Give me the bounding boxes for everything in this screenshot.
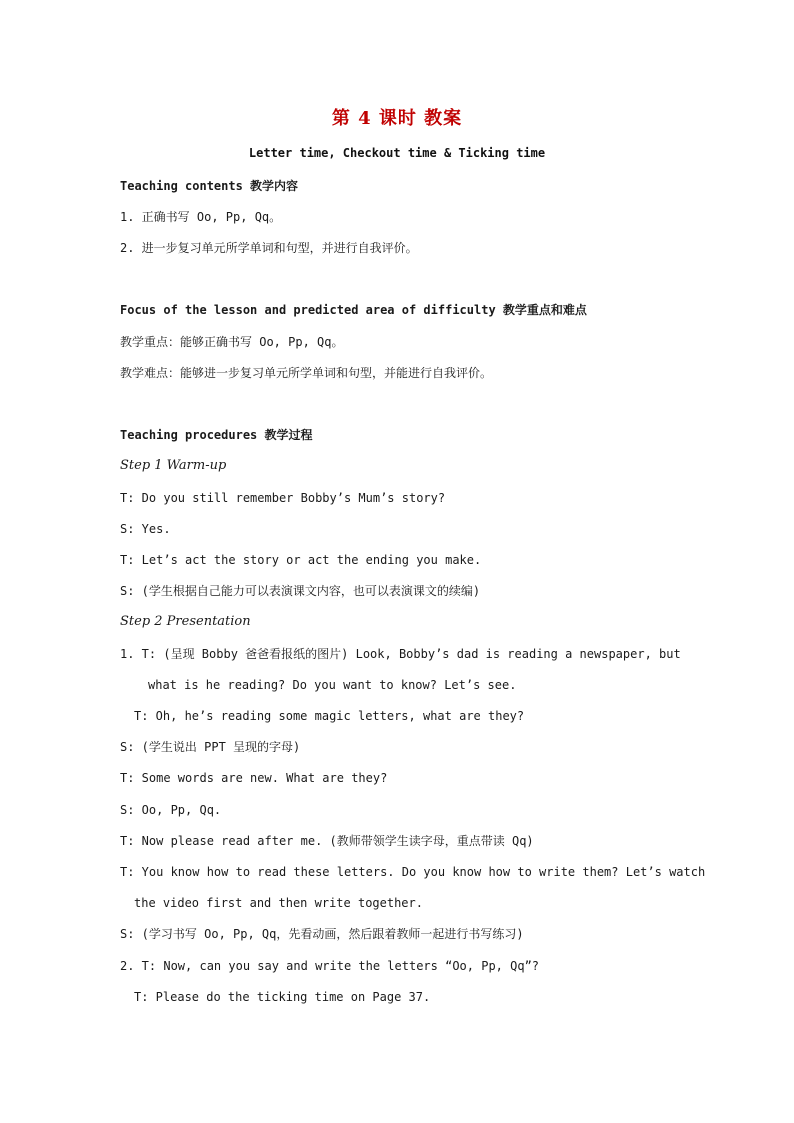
dialogue-line: S: (学生说出 PPT 呈现的字母) <box>120 740 301 754</box>
step-heading-warm-up: Step 1 Warm-up <box>120 458 227 473</box>
dialogue-line: T: Do you still remember Bobby’s Mum’s story? <box>120 491 446 505</box>
page-title: 第 4 课时 教案 <box>331 108 463 129</box>
dialogue-line: T: Let’s act the story or act the ending you make. <box>120 553 482 567</box>
dialogue-line: S: Yes. <box>120 522 171 536</box>
dialogue-line: 1. T: (呈现 Bobby 爸爸看报纸的图片) Look, Bobby’s dad is reading a newspaper, but <box>120 647 681 661</box>
section-heading-focus: Focus of the lesson and predicted area of difficulty 教学重点和难点 <box>120 303 587 317</box>
dialogue-line: T: Some words are new. What are they? <box>120 771 388 785</box>
content-line: 2. 进一步复习单元所学单词和句型，并进行自我评价。 <box>120 241 418 255</box>
step-heading-presentation: Step 2 Presentation <box>120 614 251 629</box>
page-subtitle: Letter time, Checkout time & Ticking time <box>248 146 546 160</box>
dialogue-line: T: You know how to read these letters. Do you know how to write them? Let’s watch <box>120 865 706 879</box>
content-line: 1. 正确书写 Oo, Pp, Qq。 <box>120 210 282 224</box>
dialogue-line: T: Now please read after me. (教师带领学生读字母，重点带读 Qq) <box>120 834 534 848</box>
dialogue-line: T: Please do the ticking time on Page 37. <box>134 990 431 1004</box>
dialogue-line: S: Oo, Pp, Qq. <box>120 803 222 817</box>
dialogue-line: 2. T: Now, can you say and write the letters “Oo, Pp, Qq”? <box>120 959 540 973</box>
content-line: 教学重点：能够正确书写 Oo, Pp, Qq。 <box>120 335 344 349</box>
dialogue-line: T: Oh, he’s reading some magic letters, what are they? <box>134 709 525 723</box>
dialogue-line: S: (学生根据自己能力可以表演课文内容，也可以表演课文的续编) <box>120 584 481 598</box>
content-line: 教学难点：能够进一步复习单元所学单词和句型，并能进行自我评价。 <box>120 366 493 380</box>
dialogue-line: the video first and then write together. <box>134 896 423 910</box>
section-heading-procedures: Teaching procedures 教学过程 <box>120 428 313 442</box>
dialogue-line: S: (学习书写 Oo, Pp, Qq，先看动画，然后跟着教师一起进行书写练习) <box>120 927 524 941</box>
section-heading-teaching-contents: Teaching contents 教学内容 <box>120 179 299 193</box>
dialogue-line: what is he reading? Do you want to know? Let’s see. <box>148 678 517 692</box>
